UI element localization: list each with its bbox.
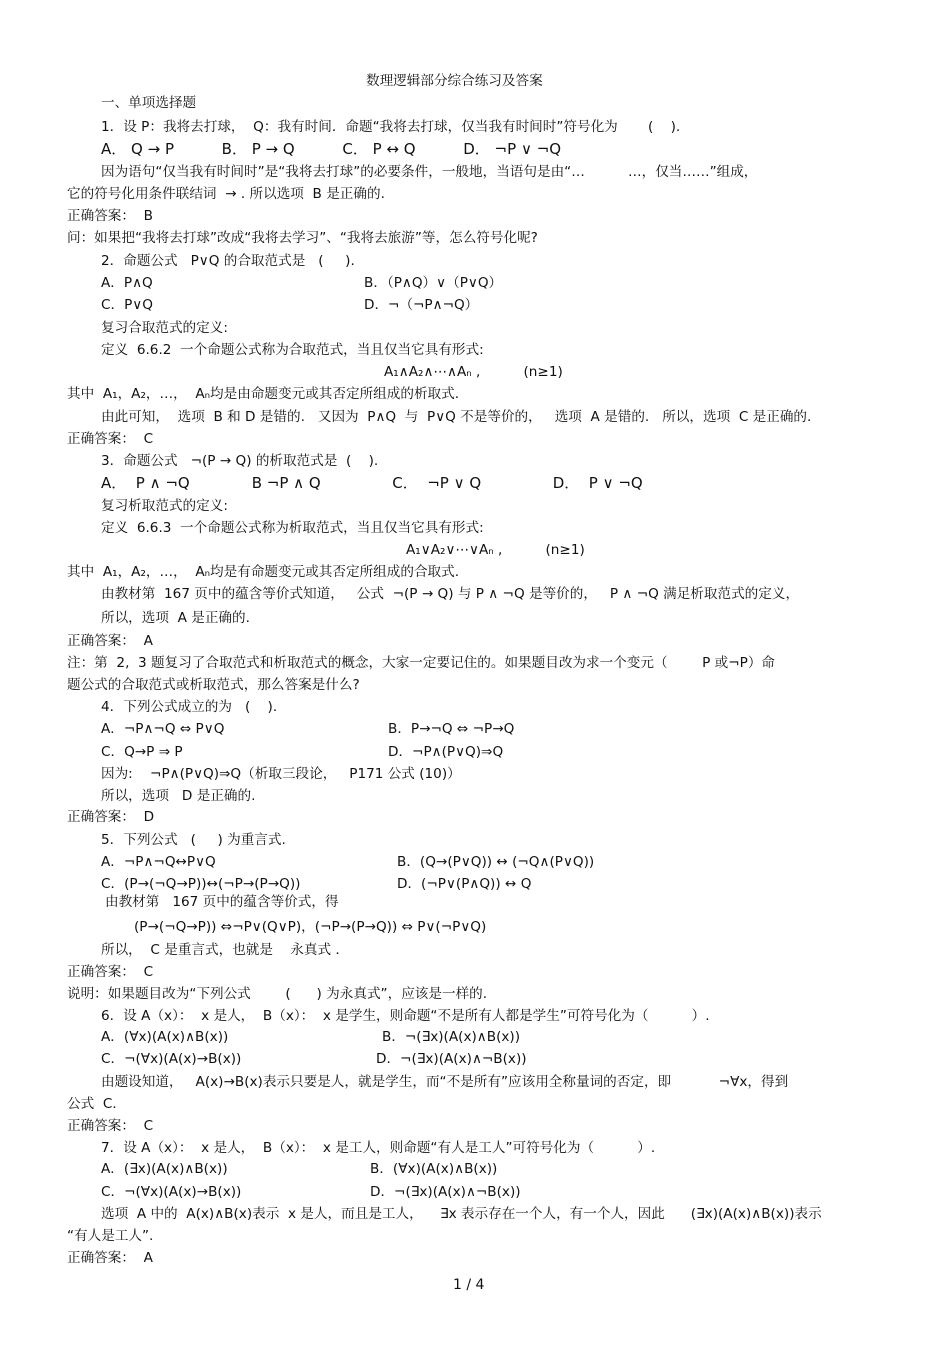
question-3-stem: 3．命题公式 ¬(P → Q) 的析取范式是 ( ).: [101, 453, 379, 469]
question-4-stem: 4．下列公式成立的为 ( ).: [101, 699, 278, 715]
page-number: 1 / 4: [453, 1277, 485, 1293]
question-2-formula: A₁∧A₂∧⋯∧Aₙ , (n≥1): [384, 364, 563, 380]
question-2-definition: 定义 6.6.2 一个命题公式称为合取范式，当且仅当它具有形式:: [101, 342, 484, 358]
question-1-explanation: 因为语句“仅当我有时间时”是“我将去打球”的必要条件，一般地，当语句是由“… …，仅当……”组成，: [101, 164, 758, 180]
question-6-option-a: A．(∀x)(A(x)∧B(x)): [101, 1029, 229, 1045]
question-3-note: 题公式的合取范式或析取范式，那么答案是什么?: [67, 677, 360, 693]
question-3-where: 其中 A₁，A₂，…， Aₙ均是有命题变元或其否定所组成的合取式.: [67, 564, 460, 580]
question-2-explanation: 由此可知， 选项 B 和 D 是错的. 又因为 P∧Q 与 P∨Q 不是等价的， 选项 A 是错的. 所以，选项 C 是正确的.: [101, 409, 812, 425]
question-6-stem: 6．设 A（x）： x 是人， B（x）： x 是学生，则命题“不是所有人都是学生”可符号化为（ ）.: [101, 1008, 710, 1024]
question-6-answer: 正确答案： C: [67, 1118, 154, 1134]
question-5-option-b: B．(Q→(P∨Q)) ↔ (¬Q∧(P∨Q)): [397, 854, 595, 870]
question-4-option-b: B．P→¬Q ⇔ ¬P→Q: [388, 721, 515, 737]
question-5-option-c: C．(P→(¬Q→P))↔(¬P→(P→Q)): [101, 876, 301, 892]
question-5-explanation: 所以， C 是重言式，也就是 永真式 .: [101, 942, 340, 958]
question-5-note: 说明：如果题目改为“下列公式 ( ) 为永真式”，应该是一样的.: [67, 986, 488, 1002]
question-7-option-a: A．(∃x)(A(x)∧B(x)): [101, 1161, 228, 1177]
question-1-stem: 1．设 P：我将去打球， Q：我有时间．命题“我将去打球，仅当我有时间时”符号化为 ( ).: [101, 119, 681, 135]
document-title: 数理逻辑部分综合练习及答案: [366, 73, 543, 89]
question-7-explanation: “有人是工人”.: [67, 1228, 154, 1244]
question-5-explanation: (P→(¬Q→P)) ⇔¬P∨(Q∨P)，(¬P→(P→Q)) ⇔ P∨(¬P∨Q): [134, 919, 487, 935]
question-2-stem: 2．命题公式 P∨Q 的合取范式是 ( ).: [101, 253, 355, 269]
question-1-note: 问：如果把“我将去打球”改成“我将去学习”、“我将去旅游”等，怎么符号化呢?: [67, 230, 538, 246]
question-5-stem: 5．下列公式 ( ) 为重言式.: [101, 832, 286, 848]
question-7-option-d: D．¬(∃x)(A(x)∧¬B(x)): [370, 1184, 521, 1200]
question-2-option-a: A．P∧Q: [101, 275, 153, 291]
question-3-review: 复习析取范式的定义:: [101, 498, 228, 514]
question-6-explanation: 公式 C．: [67, 1096, 126, 1112]
question-3-formula: A₁∨A₂∨⋯∨Aₙ , (n≥1): [406, 542, 585, 558]
question-5-option-a: A．¬P∧¬Q↔P∨Q: [101, 854, 216, 870]
question-1-explanation: 它的符号化用条件联结词 → . 所以选项 B 是正确的.: [67, 186, 385, 202]
question-3-note: 注：第 2, 3 题复习了合取范式和析取范式的概念，大家一定要记住的。如果题目改为求一个变元（ P 或¬P）命: [67, 655, 776, 671]
question-2-review: 复习合取范式的定义:: [101, 320, 228, 336]
question-3-explanation: 由教材第 167 页中的蕴含等价式知道， 公式 ¬(P → Q) 与 P ∧ ¬Q 是等价的， P ∧ ¬Q 满足析取范式的定义，: [101, 586, 800, 602]
question-1-options: A． Q → P B． P → Q C． P ↔ Q D． ¬P ∨ ¬Q: [101, 140, 562, 158]
question-6-option-d: D．¬(∃x)(A(x)∧¬B(x)): [376, 1051, 527, 1067]
question-2-option-c: C．P∨Q: [101, 297, 153, 313]
question-7-option-c: C．¬(∀x)(A(x)→B(x)): [101, 1184, 242, 1200]
question-2-option-d: D．¬（¬P∧¬Q）: [364, 297, 479, 313]
question-6-explanation: 由题设知道， A(x)→B(x)表示只要是人，就是学生，而“不是所有”应该用全称量词的否定，即 ¬∀x，得到: [101, 1074, 789, 1090]
question-7-stem: 7．设 A（x）： x 是人， B（x）： x 是工人，则命题“有人是工人”可符号化为（ ）.: [101, 1140, 656, 1156]
question-5-option-d: D．(¬P∨(P∧Q)) ↔ Q: [397, 876, 532, 892]
question-3-answer: 正确答案： A: [67, 633, 153, 649]
question-4-explanation: 因为: ¬P∧(P∨Q)⇒Q（析取三段论， P171 公式 (10)）: [101, 766, 461, 782]
question-2-where: 其中 A₁，A₂，…， Aₙ均是由命题变元或其否定所组成的析取式.: [67, 386, 460, 402]
question-3-explanation: 所以，选项 A 是正确的.: [101, 610, 250, 626]
question-7-option-b: B．(∀x)(A(x)∧B(x)): [370, 1161, 498, 1177]
question-2-answer: 正确答案： C: [67, 431, 154, 447]
question-4-option-a: A．¬P∧¬Q ⇔ P∨Q: [101, 721, 225, 737]
question-5-answer: 正确答案： C: [67, 964, 154, 980]
question-3-definition: 定义 6.6.3 一个命题公式称为析取范式，当且仅当它具有形式:: [101, 520, 484, 536]
question-4-answer: 正确答案： D: [67, 809, 155, 825]
question-5-explanation: 由教材第 167 页中的蕴含等价式，得: [105, 894, 339, 910]
question-3-options: A． P ∧ ¬Q B ¬P ∧ Q C． ¬P ∨ Q D． P ∨ ¬Q: [101, 474, 643, 492]
question-2-option-b: B．（P∧Q）∨（P∨Q）: [364, 275, 503, 291]
question-7-explanation: 选项 A 中的 A(x)∧B(x)表示 x 是人，而且是工人， ∃x 表示存在一个人，有一个人，因此 (∃x)(A(x)∧B(x))表示: [101, 1206, 822, 1222]
question-6-option-c: C．¬(∀x)(A(x)→B(x)): [101, 1051, 242, 1067]
question-7-answer: 正确答案： A: [67, 1250, 153, 1266]
question-4-option-c: C．Q→P ⇒ P: [101, 744, 183, 760]
question-1-answer: 正确答案： B: [67, 208, 153, 224]
question-4-explanation: 所以，选项 D 是正确的.: [101, 788, 256, 804]
section-heading: 一、单项选择题: [101, 95, 197, 111]
question-6-option-b: B．¬(∃x)(A(x)∧B(x)): [382, 1029, 521, 1045]
question-4-option-d: D．¬P∧(P∨Q)⇒Q: [388, 744, 504, 760]
